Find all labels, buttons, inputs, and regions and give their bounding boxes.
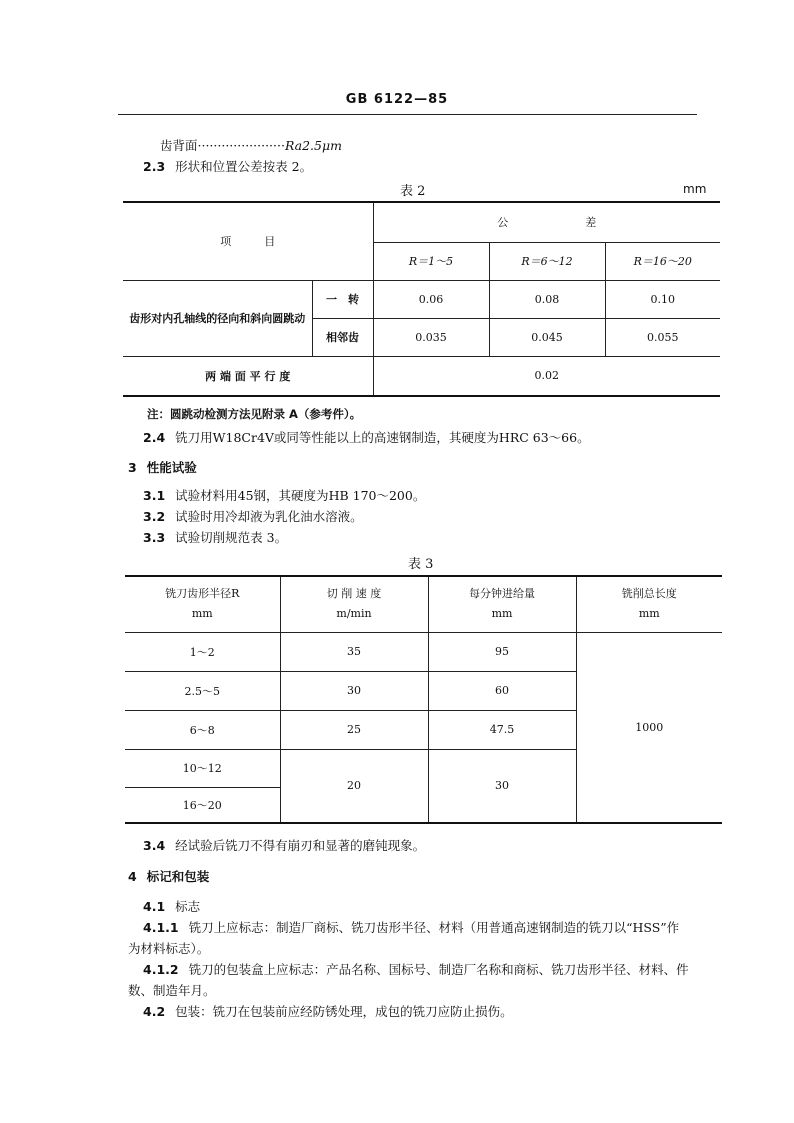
table2-parallel-label: 两 端 面 平 行 度	[123, 356, 373, 396]
table2-cell: 0.06	[373, 280, 489, 318]
item-3-4	[143, 836, 425, 854]
item-2-4-number: 2.4	[143, 430, 166, 445]
item-4-1-2-text: 铣刀的包装盒上应标志：产品名称、国标号、制造厂名称和商标、铣刀齿形半径、材料、件	[188, 962, 689, 977]
table3-header-unit: m/min	[336, 607, 372, 621]
table3-feed-cell: 47.5	[428, 710, 576, 749]
section-3-title-text: 性能试验	[146, 460, 197, 475]
item-3-2	[143, 507, 363, 525]
item-2-3	[143, 157, 312, 175]
item-4-1-1-number: 4.1.1	[143, 920, 179, 935]
item-2-3-number: 2.3	[143, 159, 166, 174]
table3-header-line: 铣刀齿形半径R	[165, 587, 240, 601]
table3	[125, 575, 722, 824]
table3-header-radius	[125, 576, 280, 632]
table3-header-length	[576, 576, 722, 632]
table3-length-cell: 1000	[576, 632, 722, 823]
tooth-back-label: 齿背面	[160, 138, 198, 153]
item-3-1	[143, 486, 425, 504]
table2-note: 注：圆跳动检测方法见附录 A（参考件）。	[147, 407, 362, 421]
item-4-1-1	[143, 918, 679, 936]
table3-header-line: 切 削 速 度	[326, 587, 382, 601]
table3-speed-cell: 30	[280, 671, 428, 710]
table3-header-speed	[280, 576, 428, 632]
item-4-1	[143, 897, 200, 915]
item-2-4-text: 铣刀用W18Cr4V或同等性能以上的高速钢制造，其硬度为HRC 63～66。	[175, 430, 590, 445]
table2-cell: 0.035	[373, 318, 489, 356]
item-3-4-number: 3.4	[143, 838, 166, 853]
tooth-back-dots: ······················	[197, 138, 285, 153]
table3-header-unit: mm	[638, 607, 660, 621]
table3-header-line: 每分钟进给量	[469, 587, 535, 601]
item-3-3-number: 3.3	[143, 530, 166, 545]
tooth-back-value: Ra2.5μm	[284, 138, 342, 153]
table3-header-line: 铣削总长度	[621, 587, 677, 601]
table3-speed-cell: 20	[280, 749, 428, 823]
table2-head-tolerance: 公 差	[373, 202, 720, 242]
table2	[123, 201, 720, 397]
section-4-title	[128, 867, 209, 885]
item-4-2	[143, 1002, 513, 1020]
header-rule	[118, 114, 697, 115]
table3-radius-cell: 16～20	[125, 787, 280, 823]
table2-col-header: R＝16～20	[605, 242, 720, 280]
item-4-1-number: 4.1	[143, 899, 166, 914]
item-2-4	[143, 428, 590, 446]
table3-radius-cell: 1～2	[125, 632, 280, 671]
table3-radius-cell: 6～8	[125, 710, 280, 749]
table2-col-header: R＝6～12	[489, 242, 605, 280]
table2-row-sub: 相邻齿	[312, 318, 373, 356]
item-3-4-text: 经试验后铣刀不得有崩刃和显著的磨钝现象。	[175, 838, 426, 853]
item-3-1-text: 试验材料用45钢，其硬度为HB 170～200。	[175, 488, 426, 503]
table3-header-unit: mm	[491, 607, 513, 621]
table2-parallel-value: 0.02	[373, 356, 720, 396]
item-3-2-text: 试验时用冷却液为乳化油水溶液。	[175, 509, 363, 524]
table2-unit: mm	[683, 182, 707, 196]
table2-row-group-label: 齿形对内孔轴线的径向和斜向圆跳动	[123, 280, 312, 356]
table2-cell: 0.055	[605, 318, 720, 356]
table3-feed-cell: 60	[428, 671, 576, 710]
table3-feed-cell: 95	[428, 632, 576, 671]
section-3-title	[128, 458, 197, 476]
table3-header-feed	[428, 576, 576, 632]
item-3-1-number: 3.1	[143, 488, 166, 503]
table2-row-sub: 一 转	[312, 280, 373, 318]
item-4-1-1-text: 铣刀上应标志：制造厂商标、铣刀齿形半径、材料（用普通高速钢制造的铣刀以“HSS”作	[188, 920, 680, 935]
tooth-back-line	[160, 136, 342, 154]
item-3-3	[143, 528, 287, 546]
table2-cell: 0.08	[489, 280, 605, 318]
item-3-3-text: 试验切削规范表 3。	[175, 530, 288, 545]
table3-radius-cell: 2.5～5	[125, 671, 280, 710]
item-4-2-number: 4.2	[143, 1004, 166, 1019]
item-4-1-1-cont: 为材料标志）。	[128, 941, 210, 956]
table3-feed-cell: 30	[428, 749, 576, 823]
table3-speed-cell: 25	[280, 710, 428, 749]
table2-col-header: R＝1～5	[373, 242, 489, 280]
table2-cell: 0.10	[605, 280, 720, 318]
item-4-2-text: 包装：铣刀在包装前应经防锈处理，成包的铣刀应防止损伤。	[175, 1004, 513, 1019]
table3-radius-cell: 10～12	[125, 749, 280, 787]
item-4-1-2-cont: 数、制造年月。	[128, 983, 216, 998]
table2-head-item: 项 目	[123, 202, 373, 280]
table3-speed-cell: 35	[280, 632, 428, 671]
table3-header-unit: mm	[191, 607, 213, 621]
item-2-3-text: 形状和位置公差按表 2。	[175, 159, 313, 174]
section-3-number: 3	[128, 460, 137, 475]
item-3-2-number: 3.2	[143, 509, 166, 524]
item-4-1-text: 标志	[175, 899, 201, 914]
item-4-1-2-number: 4.1.2	[143, 962, 179, 977]
table2-cell: 0.045	[489, 318, 605, 356]
table2-caption: 表 2	[400, 184, 426, 199]
standard-number-header: GB 6122—85	[345, 92, 449, 107]
item-4-1-2	[143, 960, 689, 978]
section-4-number: 4	[128, 869, 137, 884]
table3-caption: 表 3	[408, 557, 434, 572]
section-4-title-text: 标记和包装	[146, 869, 210, 884]
